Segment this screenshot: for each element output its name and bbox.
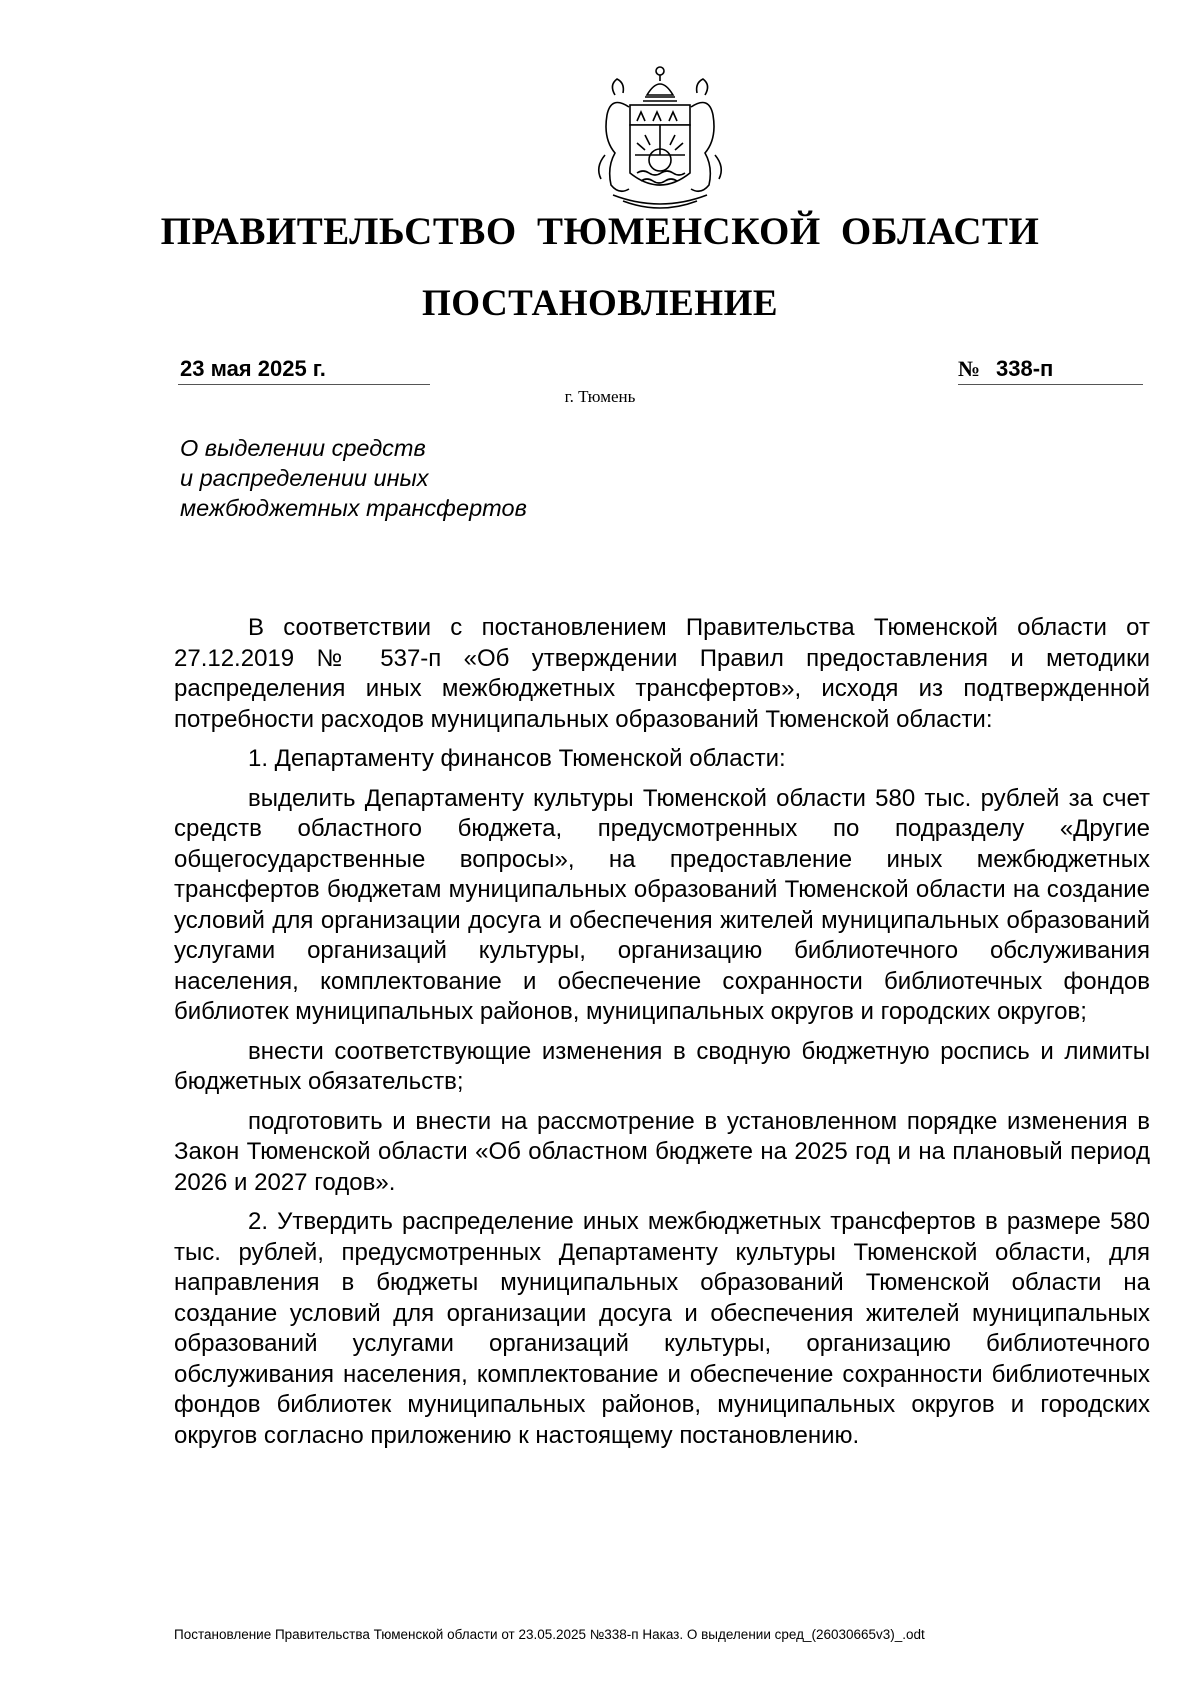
city: г. Тюмень (564, 387, 636, 406)
subject-line: межбюджетных трансфертов (180, 495, 527, 521)
body-paragraph: выделить Департаменту культуры Тюменской области 580 тыс. рублей за счет средств областного бюджета, предусмотренных по подразделу «Другие общегосударственные вопросы», на предоставление иных межбюджетных трансфертов бюджетам муниципальных образований Тюменской области на создание условий для организации досуга и обеспечения жителей муниципальных образований услугами организаций культуры, организацию библиотечного обслуживания населения, комплектование и обеспечение сохранности библиотечных фондов библиотек муниципальных районов, муниципальных округов и городских округов; (174, 784, 1150, 1025)
body-paragraph: 1. Департаменту финансов Тюменской области: (248, 745, 786, 772)
document-body (174, 613, 1150, 1460)
document-subject (180, 433, 700, 523)
body-paragraph: В соответствии с постановлением Правительства Тюменской области от 27.12.2019 № 537-п «Об утверждении Правил предоставления и методики распределения иных межбюджетных трансфертов», исходя из подтвержденной потребности расходов муниципальных образований Тюменской области: (174, 614, 1150, 733)
body-paragraph: внести соответствующие изменения в сводную бюджетную роспись и лимиты бюджетных обязательств; (174, 1037, 1150, 1095)
government-title: ПРАВИТЕЛЬСТВО ТЮМЕНСКОЙ ОБЛАСТИ (160, 210, 1040, 253)
document-number: 338-п (996, 356, 1054, 381)
page-footer: Постановление Правительства Тюменской области от 23.05.2025 №338-п Наказ. О выделении сред_(26030665v3)_.odt (174, 1627, 925, 1642)
subject-line: и распределении иных (180, 465, 429, 491)
document-type: ПОСТАНОВЛЕНИЕ (421, 283, 779, 324)
number-sign: № (958, 356, 981, 381)
date-field (178, 354, 430, 385)
number-field (958, 354, 1143, 385)
body-paragraph: 2. Утвердить распределение иных межбюджетных трансфертов в размере 580 тыс. рублей, предусмотренных Департаменту культуры Тюменской области, для направления в бюджеты муниципальных образований Тюменской области на создание условий для организации досуга и обеспечения жителей муниципальных образований услугами организаций культуры, организацию библиотечного обслуживания населения, комплектование и обеспечение сохранности библиотечных фондов библиотек муниципальных районов, муниципальных округов и городских округов согласно приложению к настоящему постановлению. (174, 1208, 1150, 1449)
body-paragraph: подготовить и внести на рассмотрение в установленном порядке изменения в Закон Тюменской области «Об областном бюджете на 2025 год и на плановый период 2026 и 2027 годов». (174, 1107, 1150, 1196)
coat-of-arms-icon (585, 55, 735, 215)
subject-line: О выделении средств (180, 435, 426, 461)
document-date: 23 мая 2025 г. (180, 356, 326, 381)
